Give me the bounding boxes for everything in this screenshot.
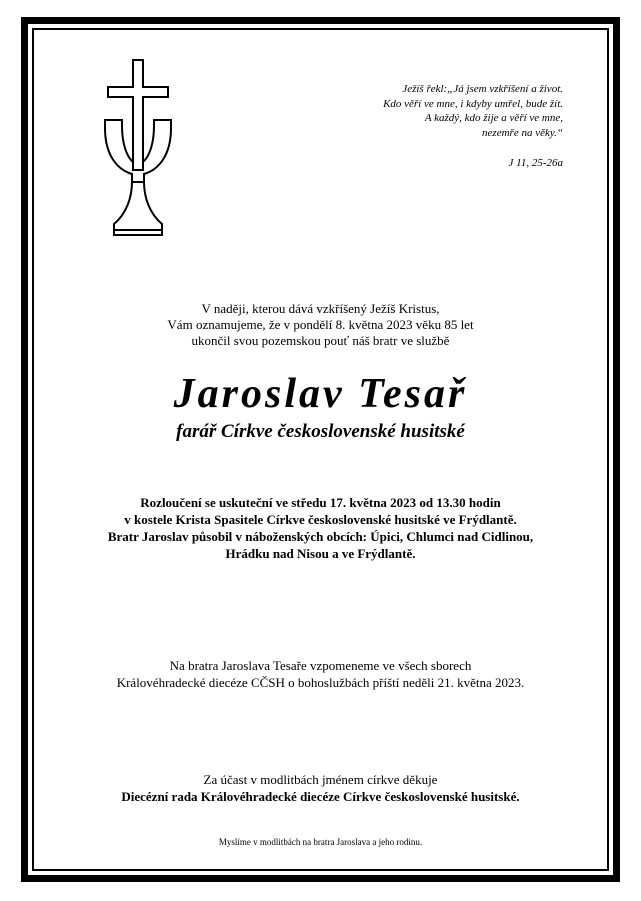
farewell-line: Hrádku nad Nisou a ve Frýdlantě. [225, 546, 416, 561]
remembrance-line: Na bratra Jaroslava Tesaře vzpomeneme ve všech sborech [169, 658, 472, 673]
remembrance-note [40, 657, 601, 691]
farewell-details [40, 494, 601, 562]
bible-quote [303, 82, 563, 140]
closing-note: Myslíme v modlitbách na bratra Jaroslava a jeho rodinu. [218, 837, 423, 847]
farewell-line: Bratr Jaroslav působil v náboženských obcích: Úpici, Chlumci nad Cidlinou, [107, 529, 534, 544]
intro-line: Vám oznamujeme, že v pondělí 8. května 2023 věku 85 let [167, 317, 474, 332]
intro-line: V naději, kterou dává vzkříšený Ježíš Kristus, [201, 301, 440, 316]
thanks-line: Za účast v modlitbách jménem církve děkuje [203, 772, 438, 787]
thanks-note [40, 771, 601, 805]
farewell-line: Rozloučení se uskuteční ve středu 17. května 2023 od 13.30 hodin [140, 495, 501, 510]
intro-line: ukončil svou pozemskou pouť náš bratr ve službě [191, 333, 450, 348]
quote-line: Ježíš řekl:„Já jsem vzkříšení a život. [402, 83, 563, 95]
farewell-line: v kostele Krista Spasitele Církve československé husitské ve Frýdlantě. [124, 512, 517, 527]
deceased-name: Jaroslav Tesař [173, 371, 468, 417]
thanks-signature: Diecézní rada Královéhradecké diecéze Církve československé husitské. [121, 789, 520, 804]
quote-reference: J 11, 25-26a [508, 157, 563, 169]
quote-line: A každý, kdo žije a věří ve mne, [424, 112, 563, 124]
quote-line: Kdo věří ve mne, i kdyby umřel, bude žít. [383, 97, 563, 110]
chalice-cross-icon [102, 58, 174, 238]
announcement-intro [40, 301, 601, 349]
deceased-role: farář Církve československé husitské [176, 421, 465, 442]
quote-line: nezemře na věky.“ [482, 126, 563, 139]
remembrance-line: Královéhradecké diecéze CČSH o bohoslužbách příští neděli 21. května 2023. [116, 675, 525, 690]
